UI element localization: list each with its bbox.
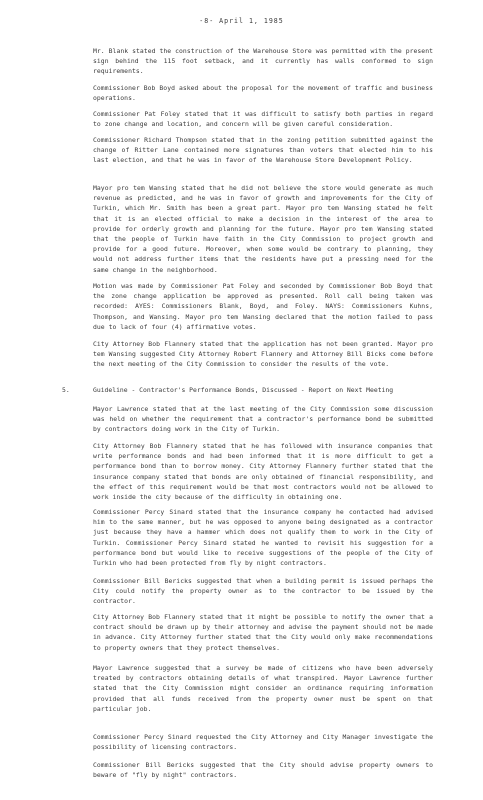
paragraph: City Attorney Bob Flannery stated that it might be possible to notify the owner that a contract should be drawn up by their attorney and advise the payment should not be made in advance. City Attorney further stated that the City would only make recommendations to property owners that they protect themselves. [93,613,433,652]
paragraph: Mayor pro tem Wansing stated that he did not believe the store would generate as much revenue as predicted, and he was in favor of growth and improvements for the City of Turkin, which Mr. Smith has been a great part. Mayor pro tem Wansing stated he felt that it is an elected official to make a decision in the interest of the area to provide for orderly growth and planning for the future. Mayor pro tem Wansing stated that the people of Turkin have faith in the City Commission to project growth and provide for a good future. Moreover, when some would be contrary to planning, they would not address further items that the residents have put a pressing need for the same change in the neighborhood. [93,184,433,274]
paragraph: Commissioner Bill Bericks suggested that when a building permit is issued perhaps the City could notify the property owner as to the contractor to be issued by the contractor. [93,577,433,606]
paragraph: Commissioner Percy Sinard stated that the insurance company he contacted had advised him to the same manner, but he was opposed to anyone being designated as a contractor just because they have a hammer which does not qualify them to work in the City of Turkin. Commissioner Percy Sinard stated he wanted to revisit his suggestion for a performance bond but would like to receive suggestions of the people of the City of Turkin who had been protected from fly by night contractors. [93,508,433,568]
paragraph: City Attorney Bob Flannery stated that the application has not been granted. Mayor pro tem Wansing suggested City Attorney Robert Flannery and Attorney Bill Bicks come before the next meeting of the City Commission to consider the results of the vote. [93,340,433,369]
agenda-item-title: Guideline - Contractor's Performance Bonds, Discussed - Report on Next Meeting [93,386,394,394]
paragraph: Commissioner Pat Foley stated that it was difficult to satisfy both parties in regard to zone change and location, and concern will be given careful consideration. [93,110,433,129]
agenda-item-number: 5. [62,386,70,394]
paragraph: Commissioner Bob Boyd asked about the proposal for the movement of traffic and business operations. [93,84,433,103]
paragraph: Commissioner Richard Thompson stated that in the zoning petition submitted against the change of Ritter Lane contained more signatures than voters that elected him to his last election, and that he was in favor of the Warehouse Store Development Policy. [93,136,433,165]
paragraph: Motion was made by Commissioner Pat Foley and seconded by Commissioner Bob Boyd that the zone change application be approved as presented. Roll call being taken was recorded: AYES: Commissioners Blank, Boyd, and Foley. NAYS: Commissioners Kuhns, Thompson, and Wansing. Mayor pro tem Wansing declared that the motion failed to pass due to lack of four (4) affirmative votes. [93,282,433,331]
paragraph: City Attorney Bob Flannery stated that he has followed with insurance companies that write performance bonds and had been informed that it is more difficult to get a performance bond than to borrow money. City Attorney Flannery further stated that the insurance company stated that bonds are only obtained of financial responsibility, and the effect of this requirement would be that most contractors would not be allowed to work inside the city because of the difficulty in obtaining one. [93,442,433,502]
paragraph: Commissioner Percy Sinard requested the City Attorney and City Manager investigate the possibility of licensing contractors. [93,733,433,752]
paragraph: Mr. Blank stated the construction of the Warehouse Store was permitted with the present sign behind the 115 foot setback, and it currently has walls conformed to sign requirements. [93,47,433,76]
paragraph: Mayor Lawrence stated that at the last meeting of the City Commission some discussion was held on whether the requirement that a contractor's performance bond be submitted by contractors doing work in the City of Turkin. [93,405,433,434]
paragraph: Mayor Lawrence suggested that a survey be made of citizens who have been adversely treated by contractors obtaining details of what transpired. Mayor Lawrence further stated that the City Commission might consider an ordinance requiring information provided that all funds received from the property owner must be spent on that particular job. [93,664,433,713]
page-header: -8- April 1, 1985 [199,17,284,25]
paragraph: Commissioner Bill Bericks suggested that the City should advise property owners to beware of "fly by night" contractors. [93,761,433,780]
